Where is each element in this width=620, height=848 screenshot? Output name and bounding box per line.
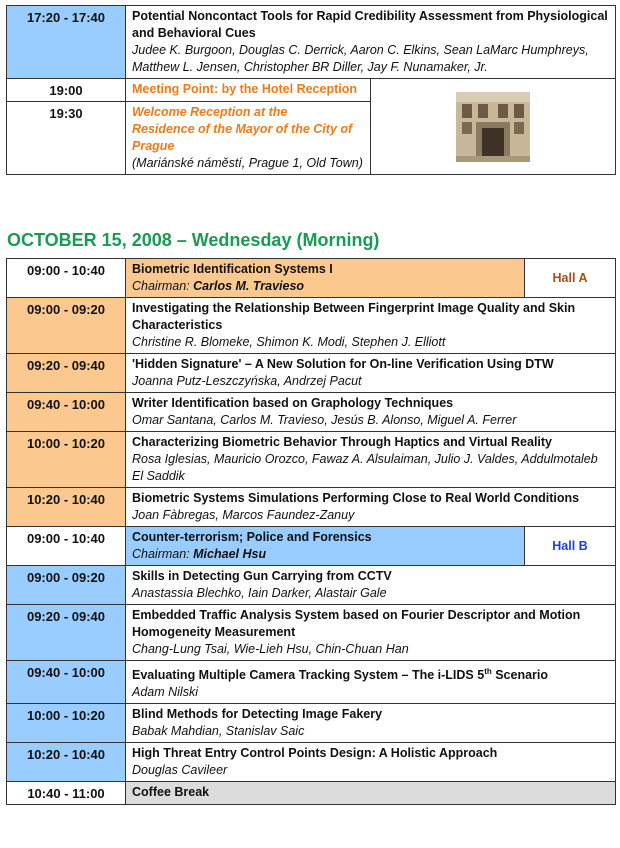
event-title: Meeting Point: by the Hotel Reception — [132, 82, 358, 96]
break-cell — [126, 782, 616, 805]
chair-name: Carlos M. Travieso — [193, 279, 305, 293]
talk-title: Potential Noncontact Tools for Rapid Credibility Assessment from Physiological and Behavioral Cues — [132, 9, 608, 40]
session-row — [7, 527, 616, 566]
title-part: Evaluating Multiple Camera Tracking System – The i-LIDS 5 — [132, 668, 485, 683]
event-location: (Mariánské náměstí, Prague 1, Old Town) — [132, 156, 363, 170]
talk-authors: Douglas Cavileer — [132, 763, 228, 778]
talk-title: Investigating the Relationship Between Fingerprint Image Quality and Skin Characteristics — [132, 301, 576, 332]
talk-authors: Adam Nilski — [132, 685, 198, 700]
talk-authors: Judee K. Burgoon, Douglas C. Derrick, Aaron C. Elkins, Sean LaMarc Humphreys, Matthew L. Jensen, Christopher BR Diller, Jay F. Nunamaker, Jr. — [132, 43, 589, 74]
table-row — [7, 704, 616, 743]
evening-schedule-table — [6, 5, 616, 175]
time-cell: 10:00 - 10:20 — [7, 704, 126, 743]
table-row — [7, 79, 616, 102]
talk-title: Characterizing Biometric Behavior Through Haptics and Virtual Reality — [132, 435, 553, 449]
time-cell: 09:40 - 10:00 — [7, 661, 126, 704]
time-cell: 09:40 - 10:00 — [7, 393, 126, 432]
table-row — [7, 566, 616, 605]
session-cell — [126, 527, 525, 566]
event-line: Welcome Reception at the — [132, 105, 288, 119]
talk-cell — [126, 6, 616, 79]
time-cell: 09:20 - 09:40 — [7, 605, 126, 661]
talk-title — [132, 663, 609, 684]
time-cell: 10:00 - 10:20 — [7, 432, 126, 488]
talk-authors: Chang-Lung Tsai, Wie-Lieh Hsu, Chin-Chuan Han — [132, 642, 409, 656]
talk-cell — [126, 566, 616, 605]
talk-authors: Joan Fàbregas, Marcos Faundez-Zanuy — [132, 508, 355, 522]
chair-line — [132, 278, 518, 295]
town-hall-photo — [456, 92, 530, 162]
time-cell: 09:20 - 09:40 — [7, 354, 126, 393]
time-cell: 10:40 - 11:00 — [7, 782, 126, 805]
session-title: Biometric Identification Systems I — [132, 262, 333, 276]
event-line: Residence of the Mayor of the City of Prague — [132, 122, 353, 153]
talk-authors: Babak Mahdian, Stanislav Saic — [132, 724, 305, 739]
hall-label: Hall A — [525, 259, 616, 298]
talk-authors: Anastassia Blechko, Iain Darker, Alastair Gale — [132, 586, 387, 600]
chair-label: Chairman: — [132, 547, 194, 561]
chair-line — [132, 546, 518, 563]
time-cell: 09:00 - 10:40 — [7, 259, 126, 298]
time-cell: 19:30 — [7, 102, 126, 175]
time-cell: 10:20 - 10:40 — [7, 743, 126, 782]
talk-title: 'Hidden Signature' – A New Solution for On-line Verification Using DTW — [132, 357, 554, 371]
talk-title: Writer Identification based on Graphology Techniques — [132, 396, 454, 410]
talk-title: Skills in Detecting Gun Carrying from CCTV — [132, 569, 392, 583]
table-row — [7, 661, 616, 704]
time-cell: 09:00 - 09:20 — [7, 298, 126, 354]
talk-cell — [126, 354, 616, 393]
table-row — [7, 432, 616, 488]
talk-title: Biometric Systems Simulations Performing Close to Real World Conditions — [132, 491, 580, 505]
day-heading: OCTOBER 15, 2008 – Wednesday (Morning) — [7, 230, 380, 250]
session-cell — [126, 259, 525, 298]
talk-cell — [126, 743, 616, 782]
talk-title: Blind Methods for Detecting Image Fakery — [132, 707, 383, 722]
break-title: Coffee Break — [132, 785, 210, 800]
talk-cell — [126, 704, 616, 743]
talk-cell — [126, 605, 616, 661]
table-row — [7, 393, 616, 432]
table-row — [7, 298, 616, 354]
time-cell: 09:00 - 09:20 — [7, 566, 126, 605]
talk-title: High Threat Entry Control Points Design: A Holistic Approach — [132, 746, 498, 761]
time-cell: 19:00 — [7, 79, 126, 102]
session-row — [7, 259, 616, 298]
time-cell: 09:00 - 10:40 — [7, 527, 126, 566]
talk-authors: Omar Santana, Carlos M. Travieso, Jesús B. Alonso, Miguel A. Ferrer — [132, 413, 517, 427]
chair-label: Chairman: — [132, 279, 194, 293]
talk-authors: Joanna Putz-Leszczyńska, Andrzej Pacut — [132, 374, 362, 388]
talk-cell — [126, 393, 616, 432]
table-row — [7, 488, 616, 527]
session-title: Counter-terrorism; Police and Forensics — [132, 530, 372, 544]
photo-cell — [371, 79, 616, 175]
table-row — [7, 743, 616, 782]
talk-authors: Rosa Iglesias, Mauricio Orozco, Fawaz A. Alsulaiman, Julio J. Valdes, Addulmotaleb El Saddik — [132, 452, 598, 483]
talk-cell — [126, 661, 616, 704]
talk-authors: Christine R. Blomeke, Shimon K. Modi, Stephen J. Elliott — [132, 335, 446, 349]
title-part: Scenario — [491, 668, 549, 683]
hall-label: Hall B — [525, 527, 616, 566]
talk-cell — [126, 488, 616, 527]
table-row — [7, 354, 616, 393]
chair-name: Michael Hsu — [193, 547, 267, 561]
table-row — [7, 6, 616, 79]
talk-cell — [126, 432, 616, 488]
event-cell — [126, 102, 371, 175]
morning-schedule-table — [6, 258, 616, 805]
time-cell: 10:20 - 10:40 — [7, 488, 126, 527]
table-row — [7, 782, 616, 805]
talk-cell — [126, 298, 616, 354]
talk-title: Embedded Traffic Analysis System based on Fourier Descriptor and Motion Homogeneity Measurement — [132, 608, 581, 639]
time-cell: 17:20 - 17:40 — [7, 6, 126, 79]
event-cell — [126, 79, 371, 102]
title-superscript: th — [484, 667, 492, 676]
table-row — [7, 605, 616, 661]
